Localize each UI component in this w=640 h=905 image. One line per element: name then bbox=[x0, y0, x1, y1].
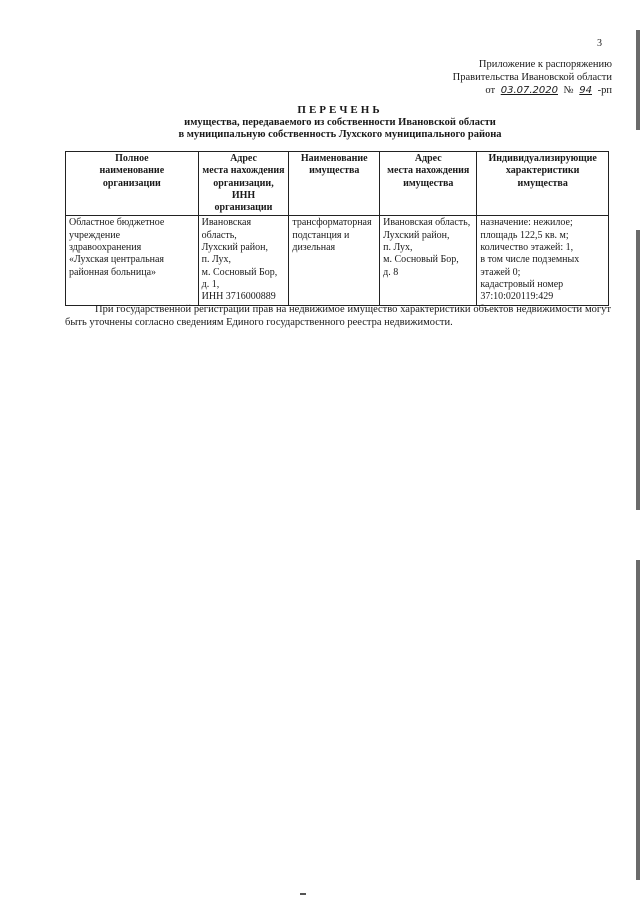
cell-line: Ивановская область, bbox=[383, 217, 471, 229]
table-cell bbox=[289, 216, 380, 305]
header-line: Адрес bbox=[414, 153, 442, 164]
header-cell bbox=[289, 152, 380, 216]
cell-line: д. 1, bbox=[201, 278, 220, 290]
property-table bbox=[65, 151, 609, 306]
cell-line: подстанция и bbox=[292, 229, 350, 241]
header-cell bbox=[66, 152, 199, 216]
cell-line: районная больница» bbox=[69, 266, 157, 278]
cell-line: этажей 0; bbox=[480, 266, 521, 278]
header-cell bbox=[477, 152, 609, 216]
header-line: ИНН организации bbox=[214, 189, 273, 214]
header-line: наименование bbox=[99, 165, 165, 177]
table-cell bbox=[66, 216, 199, 305]
scan-edge-mark bbox=[636, 30, 640, 130]
handwritten-date: 03.07.2020 bbox=[500, 85, 558, 96]
appendix-line-1: Приложение к распоряжению bbox=[478, 59, 612, 70]
cell-line: здравоохранения bbox=[69, 242, 142, 254]
header-line: Полное bbox=[115, 153, 149, 164]
header-line: организации bbox=[102, 177, 161, 189]
table-row bbox=[66, 216, 609, 305]
page-number: 3 bbox=[597, 38, 602, 49]
cell-line: Ивановская область, bbox=[201, 217, 252, 241]
scan-edge-mark bbox=[636, 560, 640, 880]
cell-line: Лухский район, bbox=[383, 229, 450, 241]
appendix-line-2: Правительства Ивановской области bbox=[452, 72, 612, 83]
cell-line: назначение: нежилое; bbox=[480, 217, 573, 229]
cell-line: трансформаторная bbox=[292, 217, 372, 229]
header-line: Адрес bbox=[230, 153, 257, 164]
header-line: имущества bbox=[517, 177, 568, 189]
header-line: Наименование bbox=[300, 153, 368, 164]
handwritten-number: 94 bbox=[579, 85, 592, 96]
header-line: места нахождения bbox=[387, 165, 470, 177]
header-line: имущества bbox=[309, 165, 360, 177]
document-title bbox=[60, 104, 620, 142]
header-cell bbox=[198, 152, 289, 216]
appendix-line-3 bbox=[453, 84, 612, 97]
cell-line: ИНН 3716000889 bbox=[201, 291, 276, 303]
cell-line: м. Сосновый Бор, bbox=[383, 254, 459, 266]
number-suffix: -рп bbox=[597, 85, 612, 96]
header-line: Индивидуализирующие bbox=[488, 153, 597, 164]
header-cell bbox=[380, 152, 477, 216]
header-line: имущества bbox=[403, 177, 454, 189]
cell-line: дизельная bbox=[292, 242, 336, 254]
cell-line: п. Лух, bbox=[201, 254, 232, 266]
table-cell bbox=[380, 216, 477, 305]
cell-line: Лухский район, bbox=[201, 242, 269, 254]
table-cell bbox=[477, 216, 609, 305]
title-line-3: в муниципальную собственность Лухского муниципального района bbox=[178, 129, 502, 140]
appendix-header bbox=[453, 58, 612, 97]
registration-note: При государственной регистрации прав на недвижимое имущество характеристики объектов недвижимости могут быть уточнены согласно сведениям Единого государственного реестра недвижимости. bbox=[65, 304, 611, 328]
cell-line: в том числе подземных bbox=[480, 254, 580, 266]
scan-edge-mark bbox=[636, 230, 640, 510]
cell-line: площадь 122,5 кв. м; bbox=[480, 229, 569, 241]
cell-line: Областное бюджетное bbox=[69, 217, 165, 229]
cell-line: 37:10:020119:429 bbox=[480, 291, 554, 303]
cell-line: «Лухская центральная bbox=[69, 254, 165, 266]
scan-speck bbox=[300, 893, 306, 895]
header-line: организации, bbox=[213, 177, 274, 189]
title-line-2: имущества, передаваемого из собственности Ивановской области bbox=[184, 116, 496, 128]
appendix-from: от bbox=[485, 85, 496, 96]
cell-line: учреждение bbox=[69, 229, 121, 241]
number-sign: № bbox=[563, 85, 574, 96]
cell-line: п. Лух, bbox=[383, 242, 413, 254]
cell-line: кадастровый номер bbox=[480, 278, 564, 290]
table-cell bbox=[198, 216, 289, 305]
table-header-row bbox=[66, 152, 609, 216]
header-line: характеристики bbox=[505, 165, 580, 177]
header-line: места нахождения bbox=[202, 165, 285, 177]
cell-line: м. Сосновый Бор, bbox=[201, 266, 278, 278]
title-main: ПЕРЕЧЕНЬ bbox=[297, 104, 383, 116]
cell-line: количество этажей: 1, bbox=[480, 242, 574, 254]
cell-line: д. 8 bbox=[383, 266, 399, 278]
